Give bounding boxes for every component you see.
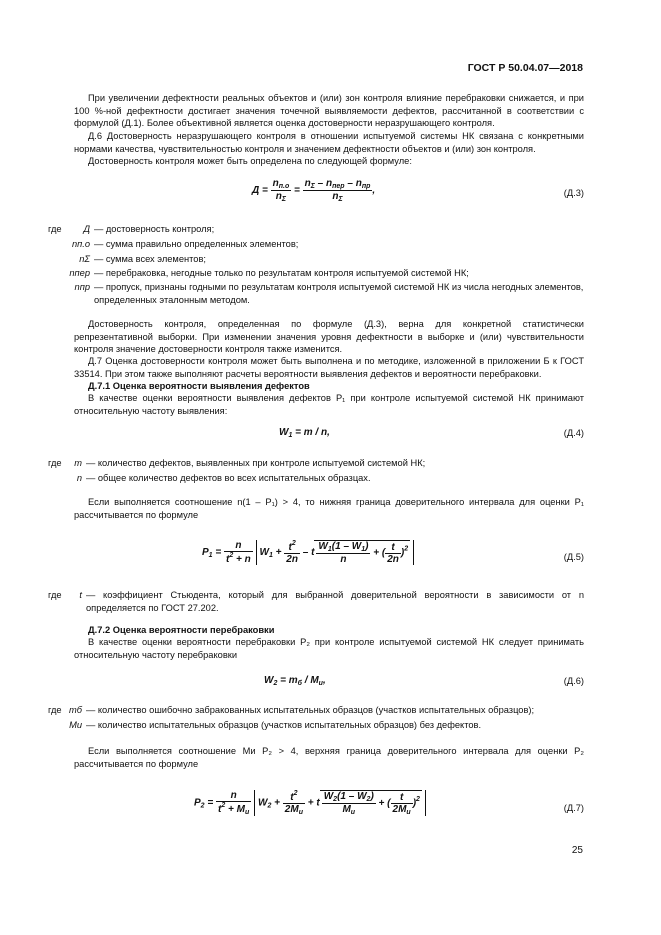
paragraph-representative-sample: Достоверность контроля, определенная по формуле (Д.3), верна для конкретной статистически репрезентативной выборки. При изменении значения уровня дефектности в выборке и (или) чувствительности контроля значение достоверности контроля также изменится. [74, 319, 584, 355]
heading-d71: Д.7.1 Оценка вероятности выявления дефектов [88, 381, 310, 391]
equation-number-d3: (Д.3) [563, 188, 584, 198]
paragraph-overrejection-probability: В качестве оценки вероятности перебраковки P₂ при контроле испытуемой системой НК следует принимать относительную частоту перебраковки [74, 637, 584, 660]
equation-d3 [74, 176, 584, 210]
paragraph-defectiveness: При увеличении дефектности реальных объектов и (или) зон контроля влияние перебраковки снижается, и при 100 %-ной дефектности достигает значения точечной выявляемости дефектов, рассчитанной в соответствии с формулой (Д.1). Более объективной является оценка достоверности неразрушающего контроля. [74, 93, 584, 129]
def-text: — общее количество дефектов во всех испытательных образцах. [86, 473, 371, 483]
def-text: — перебраковка, негодные только по результатам контроля испытуемой системой НК; [94, 268, 469, 278]
def-text: — сумма правильно определенных элементов; [94, 239, 299, 249]
def-text: — количество испытательных образцов (участков испытательных образцов) без дефектов. [86, 720, 482, 730]
where-label: где [48, 458, 62, 468]
formula-d4: $W_1 = m / n$, [279, 427, 330, 439]
def-key: mб [69, 705, 82, 715]
paragraph-d7: Д.7 Оценка достоверности контроля может быть выполнена и по методике, изложенной в приложении Б к ГОСТ 33514. При этом также выполняют расчеты вероятности выявления дефектов и вероятности перебраковки. [74, 356, 584, 379]
def-text: — коэффициент Стьюдента, который для выбранной доверительной вероятности в зависимости от n определяется по ГОСТ 27.202. [86, 590, 584, 613]
def-key: n [76, 473, 82, 483]
where-label: где [48, 705, 62, 715]
formula-d7: $P_2$ = $\frac{n}{t^2 + M_и}$ $W_2$ + $\frac{t^2}{2M_и}$ + t $\frac{W_2(1 - W_2)}{M_и}$ + ( $\frac{t}{2M_и}$ )$^2$ [194, 790, 426, 816]
definitions-d6 [48, 704, 588, 734]
where-label: где [48, 224, 62, 234]
def-key: Д [83, 224, 90, 234]
equation-number-d6: (Д.6) [563, 676, 584, 686]
equation-d4 [74, 426, 584, 444]
definitions-d4 [48, 457, 588, 487]
paragraph-d6: Д.6 Достоверность неразрушающего контроля в отношении испытуемой системы НК связана с конкретными нормами качества, чувствительностью контроля и значением дефектности объектов и (или) зон контроля. [74, 131, 584, 154]
formula-d6: $W_2 = m_б / M_и$, [264, 675, 326, 687]
definitions-d3 [48, 223, 588, 307]
definitions-d5 [48, 589, 588, 617]
def-text: — сумма всех элементов; [94, 254, 206, 264]
equation-d6 [74, 674, 584, 692]
document-header: ГОСТ Р 50.04.07—2018 [467, 62, 583, 74]
paragraph-upper-bound: Если выполняется соотношение Mи P₂ > 4, верхняя граница доверительного интервала для оценки P₂ рассчитывается по формуле [74, 746, 584, 769]
def-text: — пропуск, признаны годными по результатам контроля испытуемой системой НК из числа негодных элементов, определенных эталонным методом. [94, 282, 584, 305]
paragraph-detection-probability: В качестве оценки вероятности выявления дефектов P₁ при контроле испытуемой системой НК принимают относительную частоту выявления: [74, 393, 584, 416]
def-key: nп.о [71, 239, 90, 249]
equation-d5 [74, 538, 584, 578]
def-key: m [74, 458, 82, 468]
paragraph-reliability-formula-intro: Достоверность контроля может быть определена по следующей формуле: [88, 156, 412, 166]
equation-number-d4: (Д.4) [563, 428, 584, 438]
equation-number-d7: (Д.7) [563, 803, 584, 813]
def-key: nпр [74, 282, 90, 292]
where-label: где [48, 590, 62, 600]
page-number: 25 [571, 845, 583, 856]
def-text: — достоверность контроля; [94, 224, 215, 234]
formula-d5: $P_1$ = $\frac{n}{t^2 + n}$ $W_1$ + $\frac{t^2}{2n}$ – t $\frac{W_1(1 - W_1)}{n}$ + ( $\frac{t}{2n}$ )$^2$ [202, 540, 414, 565]
equation-number-d5: (Д.5) [563, 552, 584, 562]
def-key: nпер [69, 268, 90, 278]
def-key: Mи [69, 720, 82, 730]
paragraph-lower-bound: Если выполняется соотношение n(1 – P₁) > 4, то нижняя граница доверительного интервала для оценки P₁ рассчитывается по формуле [74, 497, 584, 520]
heading-d72: Д.7.2 Оценка вероятности перебраковки [88, 625, 275, 635]
def-text: — количество дефектов, выявленных при контроле испытуемой системой НК; [86, 458, 426, 468]
formula-d3: Д = $\frac{n_{п.о}}{n_\Sigma}$ = $\frac{n_\Sigma - n_{пер} - n_{пр}}{n_\Sigma}$ , [252, 178, 376, 203]
def-key: t [79, 590, 82, 600]
def-text: — количество ошибочно забракованных испытательных образцов (участков испытательных образцов); [86, 705, 535, 715]
equation-d7 [74, 788, 584, 830]
def-key: nΣ [79, 254, 90, 264]
